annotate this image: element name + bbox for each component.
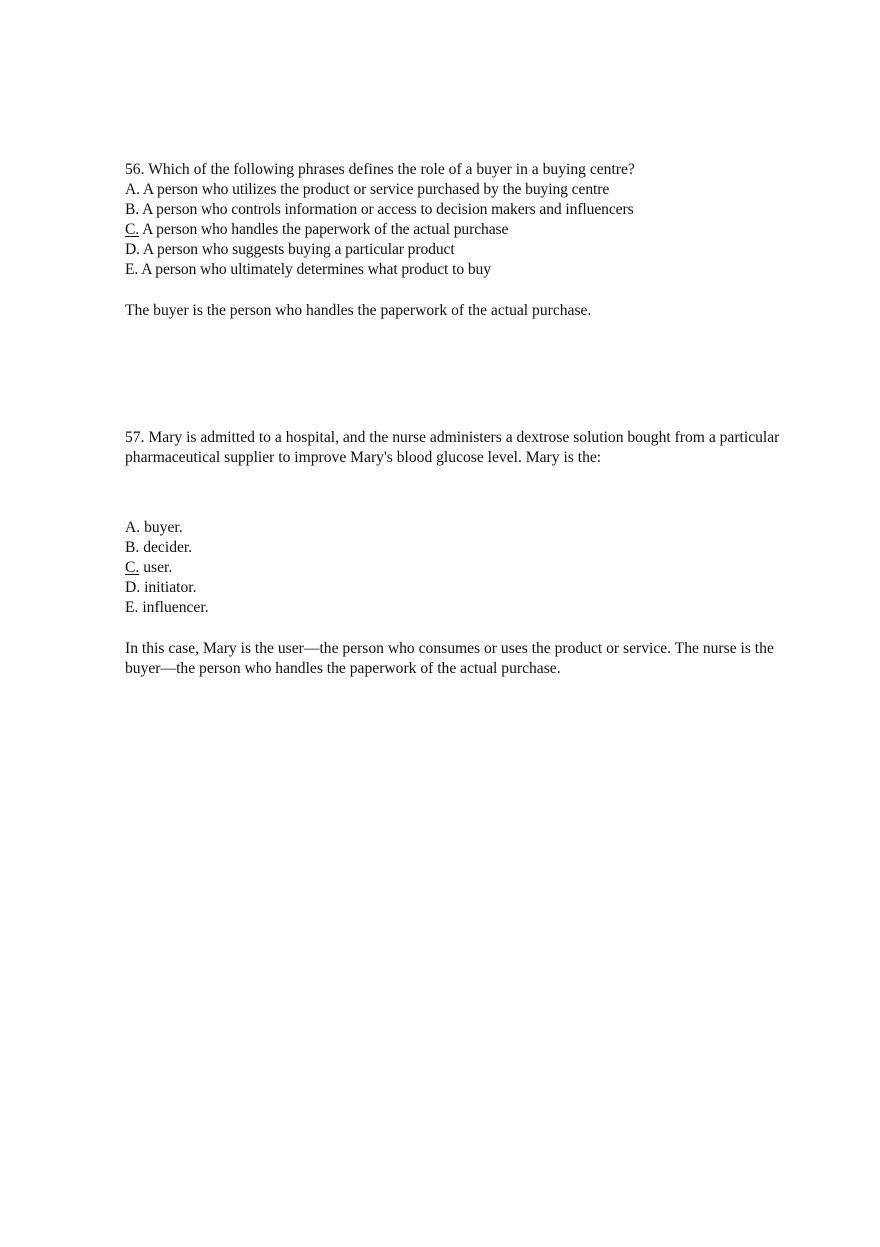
- question-stem: [125, 428, 785, 468]
- option-letter-correct: C.: [125, 221, 140, 238]
- option-letter: A.: [125, 519, 141, 536]
- answer-options: [125, 180, 785, 280]
- option-text: influencer.: [142, 599, 209, 616]
- option-letter: B.: [125, 201, 140, 218]
- question-57: [125, 428, 785, 679]
- answer-explanation: In this case, Mary is the user—the person who consumes or uses the product or service. The nurse is the buyer—the person who handles the paperwork of the actual purchase.: [125, 640, 774, 677]
- option-text: A person who controls information or access to decision makers and influencers: [142, 201, 634, 218]
- option-c-correct: [125, 220, 785, 240]
- answer-explanation: The buyer is the person who handles the paperwork of the actual purchase.: [125, 302, 592, 319]
- option-text: A person who utilizes the product or service purchased by the buying centre: [142, 181, 610, 198]
- option-letter-correct: C.: [125, 559, 140, 576]
- option-letter: E.: [125, 599, 139, 616]
- option-text: A person who ultimately determines what product to buy: [141, 261, 491, 278]
- option-d: [125, 578, 785, 598]
- question-56: [125, 160, 785, 321]
- option-b: [125, 200, 785, 220]
- option-letter: D.: [125, 241, 140, 258]
- option-d: [125, 240, 785, 260]
- option-text: A person who suggests buying a particular product: [142, 241, 455, 258]
- option-letter: E.: [125, 261, 139, 278]
- question-text: Which of the following phrases defines the role of a buyer in a buying centre?: [148, 161, 635, 178]
- question-stem: [125, 160, 785, 180]
- option-c-correct: [125, 558, 785, 578]
- question-number: 57.: [125, 429, 145, 446]
- option-letter: D.: [125, 579, 141, 596]
- option-letter: B.: [125, 539, 140, 556]
- option-text: A person who handles the paperwork of the actual purchase: [142, 221, 509, 238]
- question-text: Mary is admitted to a hospital, and the nurse administers a dextrose solution bought from a particular pharmaceutical supplier to improve Mary's blood glucose level. Mary is the:: [125, 429, 780, 466]
- option-letter: A.: [125, 181, 140, 198]
- option-text: buyer.: [144, 519, 183, 536]
- question-number: 56.: [125, 161, 145, 178]
- answer-options: [125, 518, 785, 618]
- option-e: [125, 598, 785, 618]
- option-a: [125, 180, 785, 200]
- option-b: [125, 538, 785, 558]
- option-text: initiator.: [144, 579, 197, 596]
- option-text: user.: [143, 559, 173, 576]
- option-e: [125, 260, 785, 280]
- option-text: decider.: [143, 539, 193, 556]
- option-a: [125, 518, 785, 538]
